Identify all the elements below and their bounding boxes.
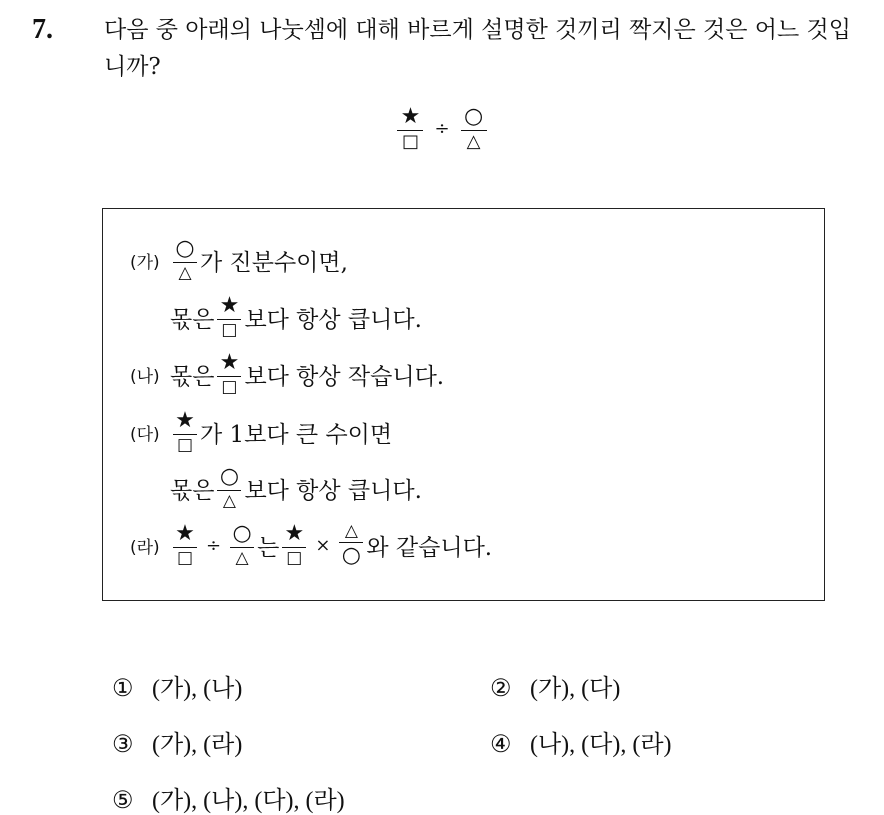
statement-ga-line2 [170,295,422,339]
choice-text: (가), (라) [152,732,243,758]
statement-text: 보다 항상 작습니다. [244,363,445,390]
square-symbol: □ [221,320,238,341]
star-symbol: ★ [400,104,421,129]
statement-da [130,410,392,454]
statement-ga [130,238,348,282]
statement-prefix: 몫은 [170,477,215,504]
fraction-circle-over-triangle [461,106,487,151]
statement-prefix: 몫은 [170,363,215,390]
star-symbol: ★ [175,521,195,546]
choice-mark: ③ [112,732,134,758]
fraction-circle-over-triangle [217,466,241,510]
triangle-symbol: △ [344,521,358,541]
fraction-star-over-square [173,523,197,567]
star-symbol: ★ [284,521,305,546]
triangle-symbol: △ [466,131,481,153]
triangle-symbol: △ [235,548,249,569]
fraction-star-over-square [282,523,306,567]
circle-symbol: ○ [175,236,195,261]
choice-mark: ④ [490,732,512,758]
statement-text: 가 진분수이면, [200,249,348,276]
statement-label: (가) [130,252,160,273]
circle-symbol: ○ [463,104,484,129]
statement-label: (나) [130,366,160,387]
statement-prefix: 몫은 [170,306,215,333]
star-symbol: ★ [219,293,240,318]
triangle-symbol: △ [222,491,236,512]
statement-text: 보다 항상 큽니다. [244,477,422,504]
circle-symbol: ○ [341,543,361,569]
statement-mid: 는 [257,534,280,561]
fraction-circle-over-triangle [173,238,197,282]
choice-5[interactable] [112,780,345,815]
square-symbol: □ [176,435,194,456]
statement-na [130,352,444,396]
statement-label: (다) [130,424,160,445]
square-symbol: □ [401,131,419,153]
fraction-star-over-square [173,410,197,454]
divide-sign: ÷ [206,534,222,556]
choice-1[interactable] [112,668,242,703]
square-symbol: □ [221,377,238,398]
choice-4[interactable] [490,724,672,759]
choice-2[interactable] [490,668,620,703]
choice-mark: ② [490,676,512,702]
statement-text: 가 1보다 큰 수이면 [200,421,393,448]
circle-symbol: ○ [232,521,252,546]
statement-label: (라) [130,537,160,558]
division-expression [0,106,884,151]
fraction-star-over-square [397,106,423,151]
question-number: 7. [32,14,53,45]
choice-3[interactable] [112,724,242,759]
star-symbol: ★ [219,350,240,375]
statement-text: 와 같습니다. [366,534,493,561]
choice-text: (가), (나) [152,676,243,702]
divide-sign: ÷ [434,118,450,140]
fraction-circle-over-triangle [230,523,254,567]
fraction-star-over-square [217,295,241,339]
triangle-symbol: △ [178,263,192,284]
fraction-triangle-over-circle [339,523,363,567]
choice-mark: ⑤ [112,788,134,814]
square-symbol: □ [176,548,194,569]
choice-text: (가), (다) [530,676,621,702]
statement-text: 보다 항상 큽니다. [244,306,422,333]
square-symbol: □ [286,548,303,569]
fraction-star-over-square [217,352,241,396]
statement-ra [130,523,492,567]
times-sign: × [315,534,331,556]
question-text: 다음 중 아래의 나눗셈에 대해 바르게 설명한 것끼리 짝지은 것은 어느 것입니까? [104,17,851,80]
statement-da-line2 [170,466,422,510]
choice-text: (나), (다), (라) [530,732,672,758]
circle-symbol: ○ [219,464,240,489]
choice-mark: ① [112,676,134,702]
choice-text: (가), (나), (다), (라) [152,788,345,814]
star-symbol: ★ [175,408,195,433]
